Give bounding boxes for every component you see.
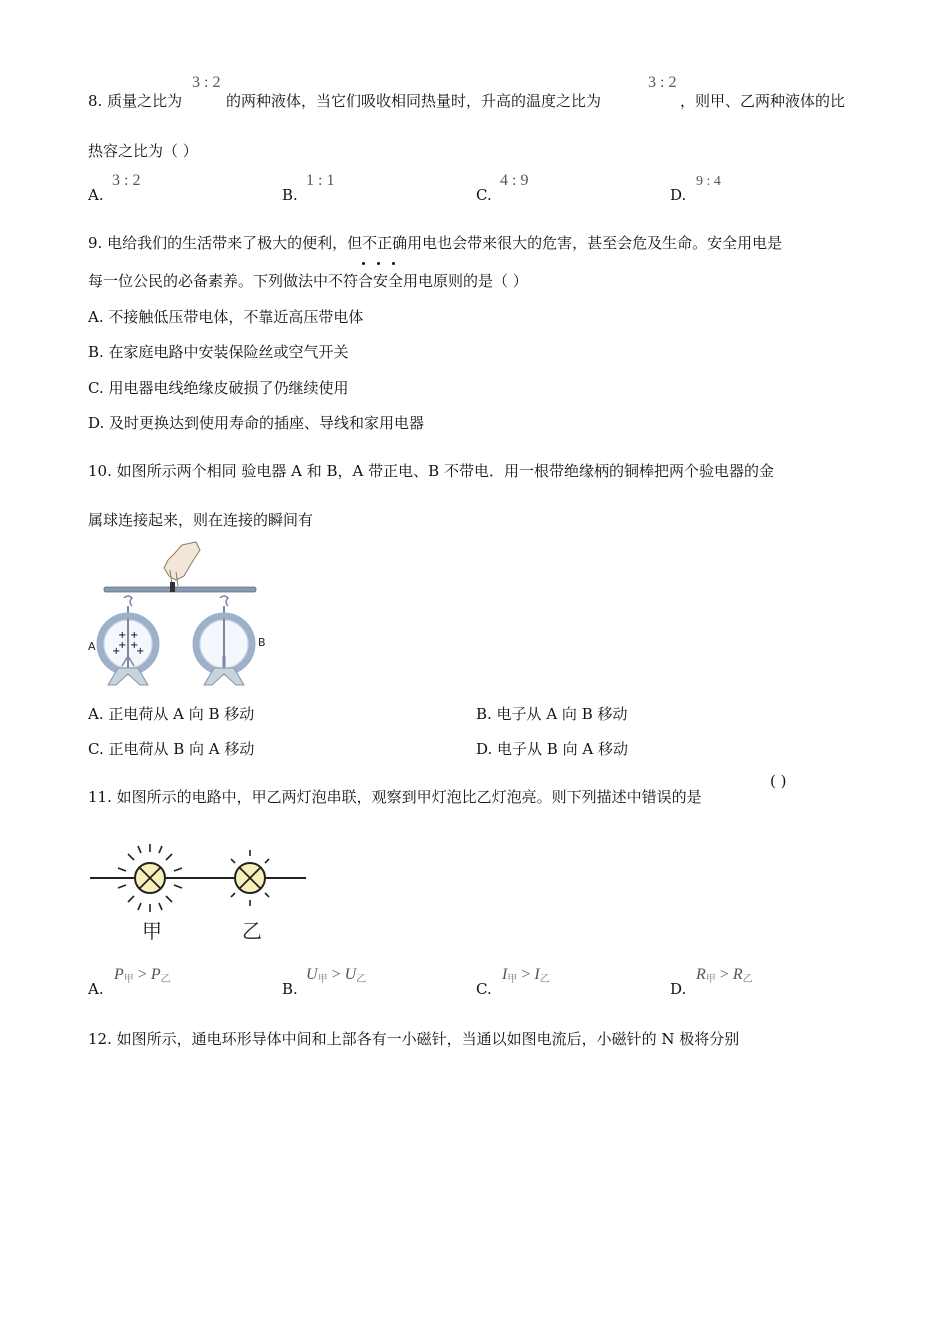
plus-sign: + xyxy=(118,630,127,641)
subscript: 甲 xyxy=(507,974,518,985)
symbol: U xyxy=(306,966,318,983)
q10-option-c: C. 正电荷从 B 向 A 移动 xyxy=(88,740,255,758)
q9-option-b: B. 在家庭电路中安装保险丝或空气开关 xyxy=(88,343,349,361)
bulb-jia-label: 甲 xyxy=(142,919,162,943)
q11-option-b-expr xyxy=(306,966,366,985)
symbol: P xyxy=(114,966,124,983)
q8-option-b-letter: B. xyxy=(282,186,298,204)
copper-rod xyxy=(104,587,256,592)
subscript: 甲 xyxy=(705,974,716,985)
plus-sign: + xyxy=(136,646,145,657)
q9-line2: 每一位公民的必备素养。下列做法中不符合安全用电原则的是（ ） xyxy=(88,272,528,290)
electroscope-a-label: A xyxy=(88,640,96,653)
q8-ratio-b: 3 : 2 xyxy=(648,74,677,91)
q8-stem-line2: 热容之比为（ ） xyxy=(88,142,198,160)
q9-option-c: C. 用电器电线绝缘皮破损了仍继续使用 xyxy=(88,379,349,397)
q10-line2: 属球连接起来，则在连接的瞬间有 xyxy=(88,511,314,529)
gt-sign: > xyxy=(719,966,729,983)
q10-option-a: A. 正电荷从 A 向 B 移动 xyxy=(88,705,255,723)
symbol: U xyxy=(344,966,357,983)
q10-line1: 10. 如图所示两个相同 验电器 A 和 B，A 带正电、B 不带电．用一根带绝缘柄的铜棒把两个验电器的金 xyxy=(88,462,774,480)
q9-option-a: A. 不接触低压带电体，不靠近高压带电体 xyxy=(88,308,364,326)
series-circuit-figure xyxy=(90,838,310,948)
q11-option-c-expr xyxy=(502,966,550,985)
symbol: P xyxy=(150,966,161,983)
q8-option-c-letter: C. xyxy=(476,186,492,204)
plus-sign: + xyxy=(118,640,127,651)
symbol: R xyxy=(696,966,706,983)
electroscope-figure xyxy=(86,540,276,690)
subscript: 甲 xyxy=(317,974,328,985)
q8-option-d-value: 9 : 4 xyxy=(696,174,721,189)
plus-sign: + xyxy=(130,630,139,641)
q11-line1: 11. 如图所示的电路中，甲乙两灯泡串联，观察到甲灯泡比乙灯泡亮。则下列描述中错误的是 xyxy=(88,788,702,806)
gt-sign: > xyxy=(137,966,147,983)
q8-stem-c: ，则甲、乙两种液体的比 xyxy=(680,92,846,110)
subscript: 甲 xyxy=(123,974,134,985)
plus-sign: + xyxy=(112,646,121,657)
q9-line1: 9. 电给我们的生活带来了极大的便利，但不正确用电也会带来很大的危害，甚至会危及生命。安全用电是 xyxy=(88,234,783,252)
q11-option-c-letter: C. xyxy=(476,980,492,998)
q10-option-b: B. 电子从 A 向 B 移动 xyxy=(476,705,628,723)
gt-sign: > xyxy=(331,966,341,983)
electroscope-a xyxy=(100,596,156,685)
subscript: 乙 xyxy=(742,974,753,985)
q10-option-d: D. 电子从 B 向 A 移动 xyxy=(476,740,628,758)
symbol: I xyxy=(502,966,508,983)
subscript: 乙 xyxy=(160,974,171,985)
q12-line1: 12. 如图所示，通电环形导体中间和上部各有一小磁针，当通以如图电流后，小磁针的 N 极将分别 xyxy=(88,1030,740,1048)
gt-sign: > xyxy=(521,966,531,983)
q8-option-a-value: 3 : 2 xyxy=(112,172,141,189)
subscript: 乙 xyxy=(539,974,550,985)
q8-option-c-value: 4 : 9 xyxy=(500,172,529,189)
electroscope-b-label: B xyxy=(258,636,266,649)
emphasis-dot xyxy=(377,262,380,265)
symbol: R xyxy=(732,966,743,983)
symbol: I xyxy=(534,966,540,983)
q11-option-d-letter: D. xyxy=(670,980,687,998)
subscript: 乙 xyxy=(356,974,367,985)
electroscope-b xyxy=(196,596,252,685)
plus-sign: + xyxy=(130,640,139,651)
q11-option-b-letter: B. xyxy=(282,980,298,998)
insulating-handle xyxy=(170,582,175,592)
bulb-yi-label: 乙 xyxy=(242,919,262,943)
q11-paren: ( ) xyxy=(770,772,787,790)
q11-option-d-expr xyxy=(696,966,753,985)
q8-stem-b: 的两种液体，当它们吸收相同热量时，升高的温度之比为 xyxy=(226,92,602,110)
q11-option-a-letter: A. xyxy=(88,980,104,998)
q9-option-d: D. 及时更换达到使用寿命的插座、导线和家用电器 xyxy=(88,414,425,432)
emphasis-dot xyxy=(392,262,395,265)
hand-icon xyxy=(164,542,200,586)
q8-ratio-a: 3 : 2 xyxy=(192,74,221,91)
q8-stem-a: 8. 质量之比为 xyxy=(88,92,183,110)
q8-option-b-value: 1 : 1 xyxy=(306,172,335,189)
emphasis-dot xyxy=(362,262,365,265)
q8-option-a-letter: A. xyxy=(88,186,104,204)
q11-option-a-expr xyxy=(114,966,171,985)
q8-option-d-letter: D. xyxy=(670,186,687,204)
